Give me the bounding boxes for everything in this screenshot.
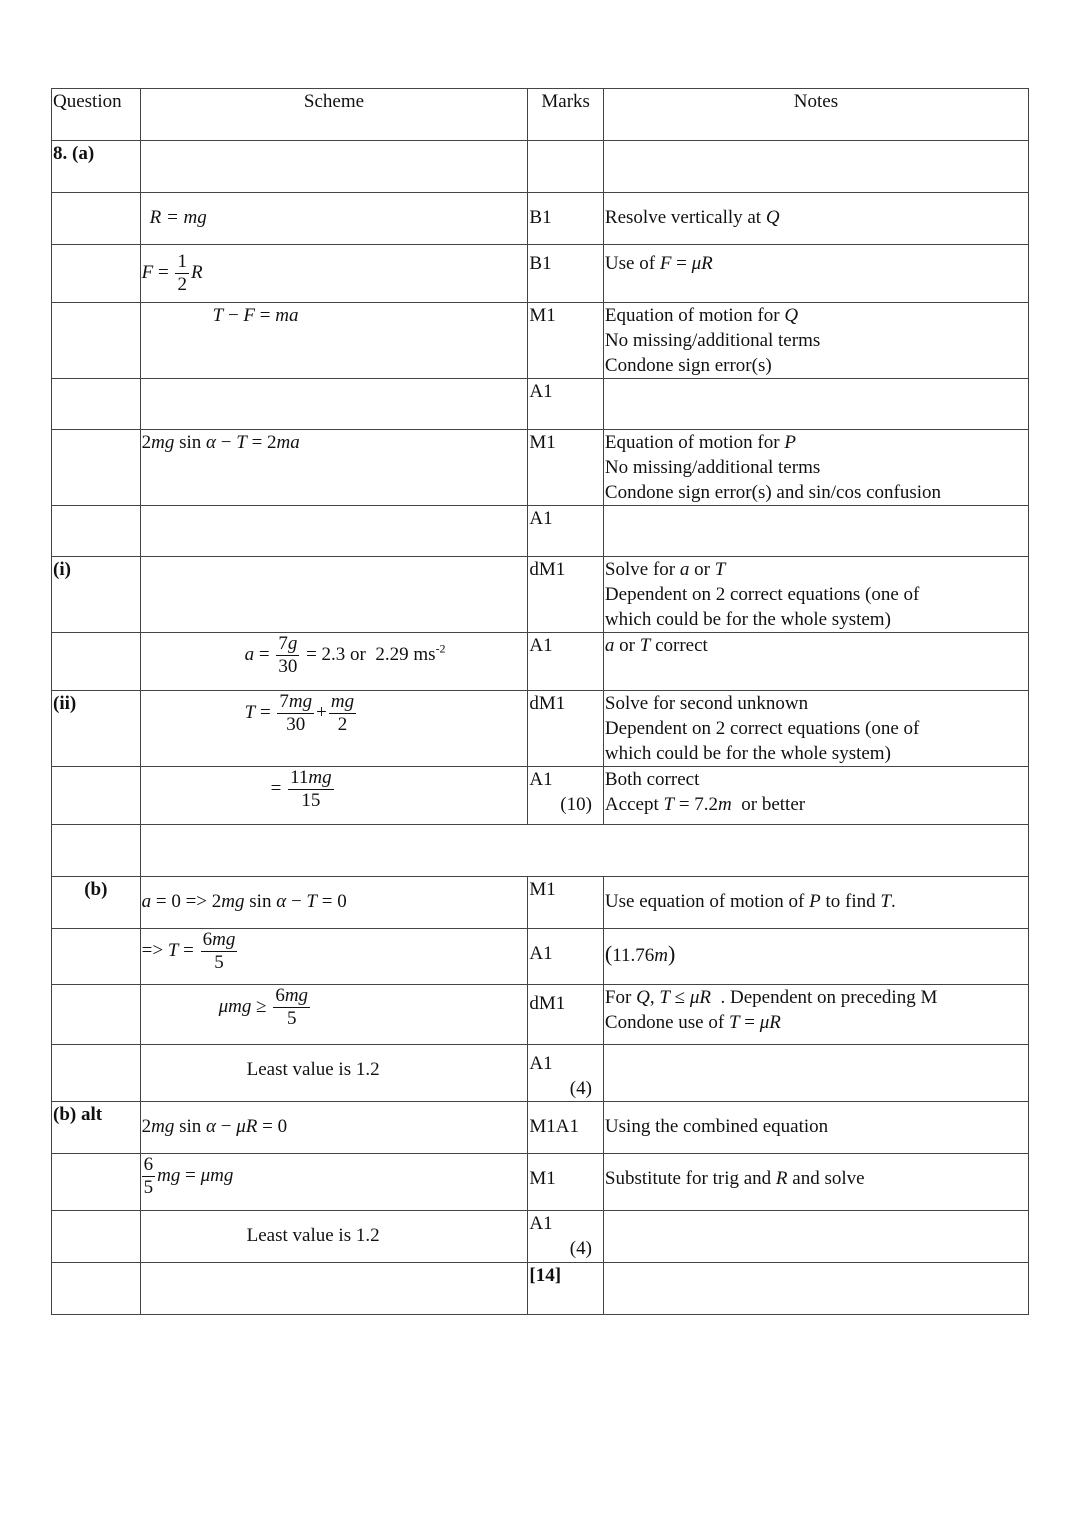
notes-cell <box>603 633 1028 691</box>
scheme-cell <box>140 1263 528 1315</box>
scheme-cell <box>140 379 528 430</box>
note-line: Condone sign error(s) and sin/cos confusion <box>604 482 942 503</box>
table-row <box>52 506 1029 557</box>
table-row <box>52 1211 1029 1263</box>
notes-cell <box>603 1045 1028 1102</box>
scheme-formula: 2mg sin α − T = 2ma <box>141 432 300 453</box>
mark-scheme-table <box>51 88 1029 1315</box>
marks-cell: M1 <box>528 303 604 379</box>
question-label <box>52 303 141 379</box>
marks-cell <box>528 1211 604 1263</box>
scheme-cell <box>140 303 528 379</box>
table-row <box>52 825 1029 877</box>
marks-cell: dM1 <box>528 691 604 767</box>
note-line: Resolve vertically at Q <box>604 207 780 228</box>
note-line: Equation of motion for Q <box>604 305 799 326</box>
table-row <box>52 929 1029 985</box>
note-line: a or T correct <box>604 635 708 656</box>
scheme-cell <box>140 633 528 691</box>
question-label <box>52 1211 141 1263</box>
scheme-cell <box>140 1102 528 1154</box>
marks-cell: M1 <box>528 877 604 929</box>
note-line: No missing/additional terms <box>604 330 821 351</box>
scheme-formula: = $\frac{11mg}{15}$ <box>270 767 332 811</box>
scheme-formula: T = $\frac{7mg}{30}$ + $\frac{mg}{2}$ <box>244 691 355 735</box>
mark-total: (4) <box>569 1238 592 1259</box>
notes-cell <box>603 303 1028 379</box>
notes-cell <box>603 193 1028 245</box>
mark-total: (10) <box>560 794 592 815</box>
table-row <box>52 193 1029 245</box>
scheme-formula: a = $\frac{7g}{30}$ = 2.3 or 2.29 $ms^{-2}$ <box>244 633 446 677</box>
marks-cell <box>528 1045 604 1102</box>
table-row <box>52 245 1029 303</box>
note-line: Condone sign error(s) <box>604 355 772 376</box>
table-row <box>52 557 1029 633</box>
note-line: Solve for a or T <box>604 559 726 580</box>
table-row <box>52 430 1029 506</box>
scheme-cell <box>140 141 528 193</box>
scheme-cell <box>140 557 528 633</box>
question-label: (b) <box>52 877 141 929</box>
scheme-formula: $\frac{6}{5}$ mg = μmg <box>143 1154 234 1198</box>
mark-code: A1 <box>529 1213 553 1234</box>
scheme-cell <box>140 767 528 825</box>
notes-cell <box>603 1102 1028 1154</box>
note-line: Accept T = 7.2m or better <box>604 794 806 815</box>
marks-cell: B1 <box>528 245 604 303</box>
marks-cell <box>528 141 604 193</box>
note-line: No missing/additional terms <box>604 457 821 478</box>
notes-cell <box>603 506 1028 557</box>
note-line: Solve for second unknown <box>604 693 809 714</box>
table-row <box>52 877 1029 929</box>
scheme-cell <box>140 1045 528 1102</box>
scheme-formula: μmg ≥ $\frac{6mg}{5}$ <box>218 985 309 1029</box>
marks-header: Marks <box>528 89 604 141</box>
question-label <box>52 430 141 506</box>
question-label <box>52 985 141 1045</box>
question-label <box>52 633 141 691</box>
question-label <box>52 767 141 825</box>
question-header: Question <box>52 89 141 141</box>
note-line: Condone use of T = μR <box>604 1012 781 1033</box>
note-line: Dependent on 2 correct equations (one of <box>604 584 920 605</box>
scheme-cell <box>140 1154 528 1211</box>
notes-cell <box>603 1211 1028 1263</box>
notes-cell <box>603 245 1028 303</box>
notes-cell <box>603 985 1028 1045</box>
note-line: Use of F = μR <box>604 253 713 274</box>
marks-cell: [14] <box>528 1263 604 1315</box>
scheme-cell <box>140 691 528 767</box>
notes-cell <box>603 430 1028 506</box>
notes-cell <box>603 141 1028 193</box>
marks-cell: A1 <box>528 379 604 430</box>
question-label <box>52 929 141 985</box>
scheme-cell <box>140 1211 528 1263</box>
note-line: which could be for the whole system) <box>604 743 891 764</box>
spacer-cell <box>140 825 1028 877</box>
scheme-text: Least value is 1.2 <box>246 1225 380 1246</box>
scheme-cell <box>140 506 528 557</box>
mark-code: A1 <box>529 1053 553 1074</box>
scheme-formula: => T = $\frac{6mg}{5}$ <box>141 929 236 973</box>
note-line: Using the combined equation <box>604 1116 829 1137</box>
scheme-formula: a = 0 => 2mg sin α − T = 0 <box>141 891 347 912</box>
marks-cell <box>528 767 604 825</box>
notes-cell <box>603 929 1028 985</box>
marks-cell: M1A1 <box>528 1102 604 1154</box>
table-row <box>52 691 1029 767</box>
notes-cell <box>603 1263 1028 1315</box>
note-line: (11.76m) <box>604 941 676 966</box>
scheme-text: R = mg <box>149 207 207 228</box>
notes-cell <box>603 877 1028 929</box>
marks-cell: A1 <box>528 633 604 691</box>
table-row <box>52 379 1029 430</box>
question-label <box>52 1263 141 1315</box>
scheme-cell <box>140 877 528 929</box>
marks-cell: A1 <box>528 506 604 557</box>
question-label <box>52 506 141 557</box>
notes-cell <box>603 379 1028 430</box>
question-label <box>52 825 141 877</box>
question-label: (ii) <box>52 691 141 767</box>
mark-total: (4) <box>569 1078 592 1099</box>
question-label <box>52 1154 141 1211</box>
notes-cell <box>603 691 1028 767</box>
mark-code: A1 <box>529 769 553 790</box>
marks-cell: B1 <box>528 193 604 245</box>
note-line: For Q, T ≤ μR . Dependent on preceding M <box>604 987 938 1008</box>
notes-cell <box>603 767 1028 825</box>
table-row <box>52 985 1029 1045</box>
table-row <box>52 1263 1029 1315</box>
scheme-cell <box>140 929 528 985</box>
table-row <box>52 1154 1029 1211</box>
question-label <box>52 245 141 303</box>
marks-cell: dM1 <box>528 557 604 633</box>
scheme-header: Scheme <box>140 89 528 141</box>
table-row <box>52 1045 1029 1102</box>
note-line: Dependent on 2 correct equations (one of <box>604 718 920 739</box>
note-line: Both correct <box>604 769 700 790</box>
question-label: (i) <box>52 557 141 633</box>
scheme-cell <box>140 985 528 1045</box>
note-line: Substitute for trig and R and solve <box>604 1168 865 1189</box>
question-label <box>52 193 141 245</box>
table-row <box>52 141 1029 193</box>
scheme-formula: T − F = ma <box>212 305 299 326</box>
notes-cell <box>603 1154 1028 1211</box>
note-line: Use equation of motion of P to find T. <box>604 891 896 912</box>
table-row <box>52 303 1029 379</box>
table-row <box>52 767 1029 825</box>
marks-cell: dM1 <box>528 985 604 1045</box>
note-line: which could be for the whole system) <box>604 609 891 630</box>
scheme-text: Least value is 1.2 <box>246 1059 380 1080</box>
scheme-cell <box>140 245 528 303</box>
scheme-formula: 2mg sin α − μR = 0 <box>141 1116 288 1137</box>
marks-cell: M1 <box>528 430 604 506</box>
marks-cell: M1 <box>528 1154 604 1211</box>
marks-cell: A1 <box>528 929 604 985</box>
question-label: 8. (a) <box>52 141 141 193</box>
table-row <box>52 1102 1029 1154</box>
note-line: Equation of motion for P <box>604 432 796 453</box>
scheme-cell <box>140 430 528 506</box>
scheme-formula: F = $\frac{1}{2}$ R <box>141 251 203 295</box>
header-row <box>52 89 1029 141</box>
question-label <box>52 379 141 430</box>
question-label: (b) alt <box>52 1102 141 1154</box>
table-row <box>52 633 1029 691</box>
scheme-cell <box>140 193 528 245</box>
notes-header: Notes <box>603 89 1028 141</box>
notes-cell <box>603 557 1028 633</box>
question-label <box>52 1045 141 1102</box>
